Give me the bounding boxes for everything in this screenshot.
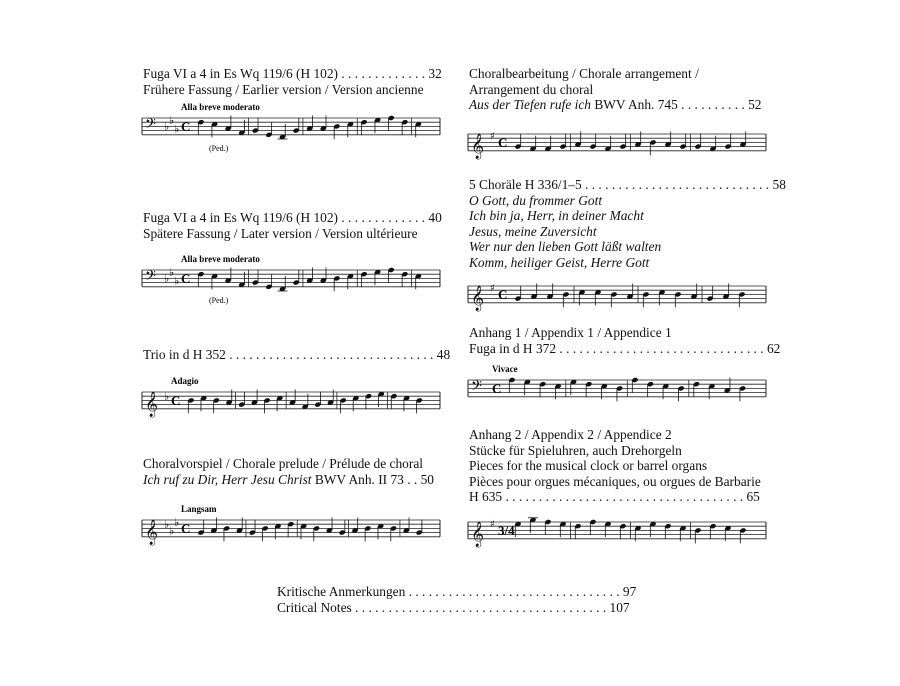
entry-line-text: Jesus, meine Zuversicht [469, 223, 597, 239]
time-signature: C [171, 393, 181, 408]
entry-line-text: Aus der Tiefen rufe ich [469, 97, 591, 113]
entry-line [143, 226, 442, 242]
treble-clef-icon: 𝄞 [471, 285, 485, 311]
entry-line [469, 458, 761, 474]
tempo-marking: Alla breve moderato [181, 102, 260, 112]
flat-sign-icon: ♭ [174, 122, 180, 136]
music-incipit-anhang-1 [466, 360, 768, 412]
music-incipit-fuga-later [140, 250, 442, 305]
entry-line [143, 472, 434, 488]
entry-line-text: Pièces pour orgues mécaniques, ou orgues de Barbarie [469, 473, 761, 489]
sharp-sign-icon: ♯ [490, 131, 495, 142]
entry-line-text: Fuga in d H 372 . . . . . . . . . . . . . . . . . . . . . . . . . . . . . . . 62 [469, 340, 781, 356]
sharp-sign-icon: ♯ [490, 519, 495, 530]
time-signature: C [498, 287, 508, 302]
entry-line [143, 456, 434, 472]
time-signature: C [181, 521, 191, 536]
flat-sign-icon: ♭ [164, 390, 170, 403]
entry-line-text: Trio in d H 352 . . . . . . . . . . . . . . . . . . . . . . . . . . . . . . . 48 [143, 347, 451, 362]
time-signature: C [181, 271, 191, 286]
toc-entry-choralbearbeitung [469, 66, 762, 113]
music-incipit-choralvorspiel [140, 500, 442, 552]
entry-line [469, 208, 786, 224]
entry-line-text: Ich bin ja, Herr, in deiner Macht [469, 208, 644, 224]
flat-sign-icon: ♭ [164, 120, 170, 134]
tempo-marking: Alla breve moderato [181, 254, 260, 264]
entry-line [469, 239, 786, 255]
entry-line-text: Pieces for the musical clock or barrel organs [469, 458, 708, 474]
flat-sign-icon: ♭ [169, 265, 175, 279]
entry-line-text: Komm, heiliger Geist, Herre Gott [469, 254, 650, 270]
time-signature: C [498, 135, 508, 150]
entry-line [469, 82, 762, 98]
toc-entry-5-chorale [469, 177, 786, 271]
entry-line-text: Arrangement du choral [469, 81, 594, 97]
entry-line-text: Spätere Fassung / Later version / Version ultérieure [143, 225, 418, 241]
entry-line-suffix: BWV Anh. II 73 . . 50 [311, 471, 434, 487]
entry-line-text: Wer nur den lieben Gott läßt walten [469, 239, 662, 255]
entry-line-text: Stücke für Spieluhren, auch Drehorgeln [469, 442, 682, 458]
music-incipit-trio [140, 372, 442, 424]
treble-clef-icon: 𝄞 [145, 391, 159, 417]
entry-line-text: Kritische Anmerkungen . . . . . . . . . . . . . . . . . . . . . . . . . . . . . . . . 97 [277, 584, 637, 599]
entry-line [469, 97, 762, 113]
treble-clef-icon: 𝄞 [471, 521, 485, 547]
sharp-sign-icon: ♯ [490, 283, 495, 294]
pedal-marking: (Ped.) [209, 295, 229, 305]
entry-line [469, 224, 786, 240]
treble-clef-icon: 𝄞 [471, 133, 485, 159]
tempo-marking: Langsam [181, 504, 217, 514]
treble-clef-icon: 𝄞 [145, 519, 159, 545]
bass-clef-icon: 𝄢 [145, 268, 156, 288]
flat-sign-icon: ♭ [174, 515, 180, 529]
bass-clef-icon: 𝄢 [145, 116, 156, 136]
pedal-marking: (Ped.) [209, 143, 229, 153]
entry-line [143, 347, 450, 363]
time-signature: 3/4 [498, 523, 515, 538]
entry-line-text: Choralbearbeitung / Chorale arrangement / [469, 66, 699, 81]
tempo-marking: Vivace [492, 364, 518, 374]
music-incipit-5-chorale [466, 266, 768, 318]
toc-entry-trio [143, 347, 450, 363]
entry-line [277, 584, 636, 600]
entry-line-text: 5 Choräle H 336/1–5 . . . . . . . . . . . . . . . . . . . . . . . . . . . . 58 [469, 177, 786, 192]
bass-clef-icon: 𝄢 [471, 378, 482, 398]
toc-entry-critical-notes [277, 584, 636, 615]
entry-line [469, 325, 780, 341]
music-incipit-choralbearbeitung [466, 114, 768, 166]
flat-sign-icon: ♭ [164, 518, 170, 531]
toc-entry-fuga-vi-later [143, 210, 442, 241]
flat-sign-icon: ♭ [169, 113, 175, 127]
entry-line [469, 193, 786, 209]
entry-line [469, 427, 761, 443]
entry-line-text: H 635 . . . . . . . . . . . . . . . . . . . . . . . . . . . . . . . . . . . . 65 [469, 489, 760, 505]
entry-line-text: Critical Notes . . . . . . . . . . . . . . . . . . . . . . . . . . . . . . . . . . . . . . 107 [277, 599, 630, 615]
entry-line-text: Fuga VI a 4 in Es Wq 119/6 (H 102) . . . . . . . . . . . . . 40 [143, 210, 442, 225]
flat-sign-icon: ♭ [169, 524, 175, 538]
toc-entry-anhang-1 [469, 325, 780, 356]
entry-line [143, 66, 442, 82]
entry-line [469, 474, 761, 490]
entry-line-text: Frühere Fassung / Earlier version / Version ancienne [143, 81, 424, 97]
toc-entry-anhang-2 [469, 427, 761, 505]
entry-line-text: Anhang 2 / Appendix 2 / Appendice 2 [469, 427, 672, 442]
entry-line [143, 210, 442, 226]
time-signature: C [181, 119, 191, 134]
entry-line [469, 341, 780, 357]
entry-line-text: Anhang 1 / Appendix 1 / Appendice 1 [469, 325, 672, 340]
flat-sign-icon: ♭ [174, 274, 180, 288]
entry-line-text: Choralvorspiel / Chorale prelude / Prélude de choral [143, 456, 424, 471]
tempo-marking: Adagio [171, 376, 199, 386]
entry-line-text: O Gott, du frommer Gott [469, 192, 603, 208]
toc-entry-choralvorspiel [143, 456, 434, 487]
entry-line [469, 443, 761, 459]
entry-line [469, 66, 762, 82]
entry-line [277, 600, 636, 616]
entry-line-text: Ich ruf zu Dir, Herr Jesu Christ [143, 471, 312, 487]
entry-line-suffix: BWV Anh. 745 . . . . . . . . . . 52 [591, 97, 762, 113]
entry-line-text: Fuga VI a 4 in Es Wq 119/6 (H 102) . . . . . . . . . . . . . 32 [143, 66, 442, 81]
entry-line [469, 177, 786, 193]
toc-entry-fuga-vi-earlier [143, 66, 442, 97]
time-signature: C [492, 381, 502, 396]
music-incipit-anhang-2 [466, 502, 768, 554]
music-incipit-fuga-earlier [140, 98, 442, 153]
entry-line [143, 82, 442, 98]
flat-sign-icon: ♭ [164, 272, 170, 286]
